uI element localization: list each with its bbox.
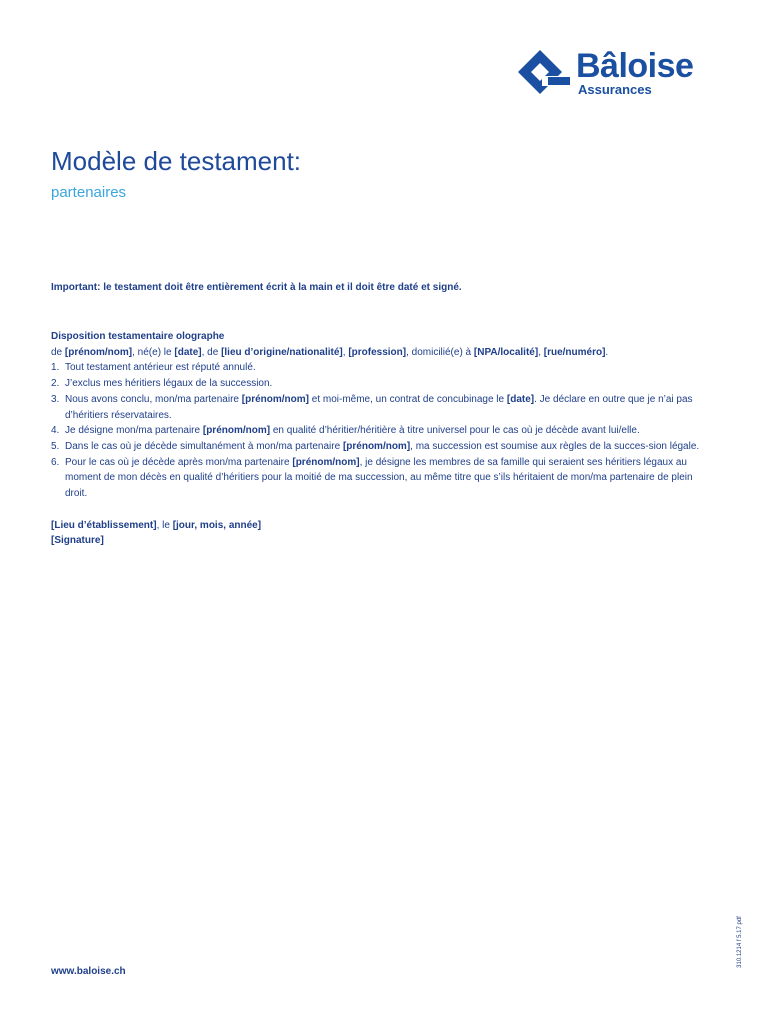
intro-text: , né(e) le xyxy=(132,346,175,358)
clause-number: 4. xyxy=(51,425,60,437)
clause-number: 1. xyxy=(51,362,60,374)
clause-text: , ma succession est soumise aux règles de la succes-sion légale. xyxy=(410,440,700,452)
field-partner-name: [prénom/nom] xyxy=(292,456,360,468)
field-partner-name: [prénom/nom] xyxy=(342,440,411,452)
field-partner-name: [prénom/nom] xyxy=(241,393,309,405)
important-notice: Important: le testament doit être entièrement écrit à la main et il doit être daté et signé. xyxy=(51,282,462,293)
page-subtitle: partenaires xyxy=(51,184,127,201)
clause-text: Tout testament antérieur est réputé annulé. xyxy=(65,362,256,374)
field-birth-date: [date] xyxy=(174,346,202,358)
clause-item xyxy=(51,392,717,423)
clause-text: , je désigne les membres de sa famille qui seraient ses héritiers légaux au moment de mon décès en qualité d’héritiers pour la moitié de ma succession, au même titre que s’ils héritaient de mon/ma partenaire de plein droit. xyxy=(65,456,693,500)
clause-item xyxy=(51,455,717,502)
clause-text: J’exclus mes héritiers légaux de la succession. xyxy=(65,378,273,390)
field-place: [Lieu d’établissement] xyxy=(51,519,157,531)
intro-text: . xyxy=(605,346,609,358)
document-code: 310.1214 f 5.17 pdf xyxy=(737,916,743,968)
baloise-diamond-icon xyxy=(518,50,574,98)
footer-website-link[interactable]: www.baloise.ch xyxy=(51,966,126,977)
intro-text: , xyxy=(342,346,349,358)
clause-number: 6. xyxy=(51,456,60,468)
clause-number: 5. xyxy=(51,440,60,452)
clause-item xyxy=(51,423,717,439)
field-profession: [profession] xyxy=(348,346,407,358)
clause-text: Pour le cas où je décède après mon/ma partenaire xyxy=(65,456,293,468)
closing-text: , le xyxy=(156,519,173,531)
disposition-heading: Disposition testamentaire olographe xyxy=(51,331,225,342)
clause-item xyxy=(51,376,717,392)
clause-text: Nous avons conclu, mon/ma partenaire xyxy=(65,393,242,405)
clause-text: Dans le cas où je décède simultanément à mon/ma partenaire xyxy=(65,440,343,452)
field-first-last-name: [prénom/nom] xyxy=(64,346,133,358)
baloise-logo xyxy=(518,46,723,100)
closing-line xyxy=(51,518,717,534)
page-title: Modèle de testament: xyxy=(51,146,302,176)
intro-text: , de xyxy=(201,346,222,358)
brand-tagline: Assurances xyxy=(578,82,652,97)
intro-text: , xyxy=(538,346,544,358)
field-partner-name: [prénom/nom] xyxy=(202,425,271,437)
clause-item xyxy=(51,360,717,376)
testament-body xyxy=(51,329,717,549)
clause-text: Je désigne mon/ma partenaire xyxy=(65,425,203,437)
field-signature: [Signature] xyxy=(51,535,104,547)
intro-text: de xyxy=(51,346,65,358)
field-contract-date: [date] xyxy=(506,393,535,405)
field-signing-date: [jour, mois, année] xyxy=(172,519,262,531)
clause-text: . Je déclare en outre que je n’ai pas d’héritiers réservataires. xyxy=(65,393,693,421)
clause-list xyxy=(51,360,717,501)
clause-number: 2. xyxy=(51,378,60,390)
field-postcode-locality: [NPA/localité] xyxy=(473,346,539,358)
clause-number: 3. xyxy=(51,393,60,405)
spacer xyxy=(51,502,717,518)
brand-name: Bâloise xyxy=(576,47,694,85)
field-street-number: [rue/numéro] xyxy=(543,346,606,358)
clause-item xyxy=(51,439,717,455)
clause-text: en qualité d’héritier/héritière à titre universel pour le cas où je décède avant lui/elle. xyxy=(270,425,640,437)
intro-text: , domicilié(e) à xyxy=(406,346,474,358)
intro-line xyxy=(51,345,717,361)
field-origin-nationality: [lieu d’origine/nationalité] xyxy=(221,346,343,358)
clause-text: et moi-même, un contrat de concubinage le xyxy=(308,393,507,405)
